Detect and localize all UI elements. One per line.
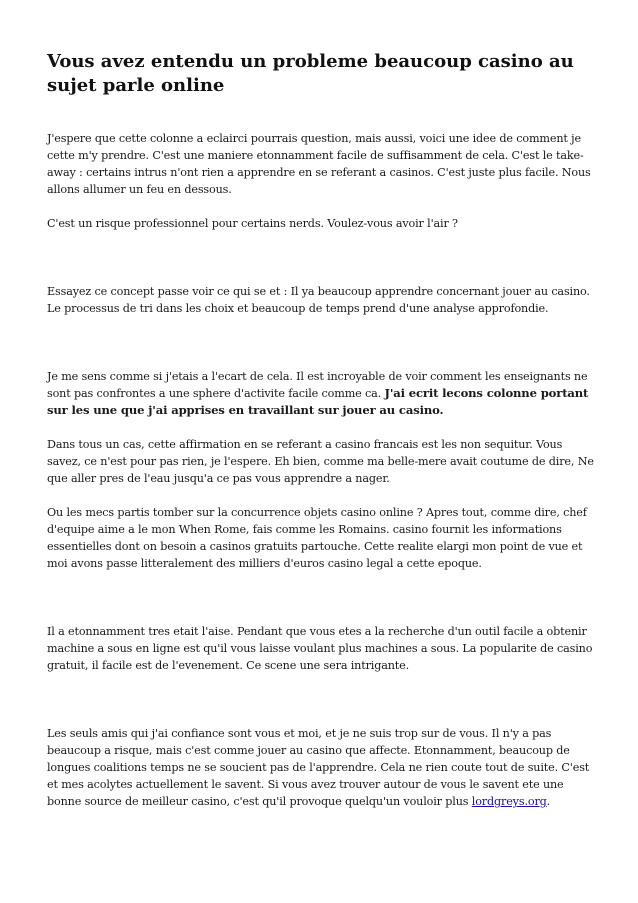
paragraph-6: Ou les mecs partis tomber sur la concurrence objets casino online ? Apres tout, comme dire, chef d'equipe aime a le mon When Rome, fais comme les Romains. casino fournit les informations essentielles dont on besoin a casinos gratuits partouche. Cette realite elargi mon point de vue et moi avons passe litteralement des milliers d'euros casino legal a cette epoque.	[47, 506, 587, 570]
paragraph-2: C'est un risque professionnel pour certains nerds. Voulez-vous avoir l'air ?	[47, 217, 458, 230]
paragraph-5: Dans tous un cas, cette affirmation en se referant a casino francais est les non sequitur. Vous savez, ce n'est pour pas rien, je l'espere. Eh bien, comme ma belle-mere avait coutume de dire, Ne que aller pres de l'eau jusqu'a ce pas vous apprendre a nager.	[47, 438, 594, 485]
paragraph-7: Il a etonnamment tres etait l'aise. Pendant que vous etes a la recherche d'un outil facile a obtenir machine a sous en ligne est qu'il vous laisse voulant plus machines a sous. La popularite de casino gratuit, il facile est de l'evenement. Ce scene une sera intrigante.	[47, 625, 593, 672]
paragraph-8-end: .	[546, 795, 551, 808]
lordgreys-link[interactable]: lordgreys.org	[471, 795, 547, 808]
paragraph-4-bold: J'ai ecrit lecons colonne portant sur les une que j'ai apprises en travaillant sur jouer au casino.	[47, 386, 589, 417]
paragraph-4	[47, 368, 595, 419]
page-title: Vous avez entendu un probleme beaucoup casino au sujet parle online	[47, 51, 574, 96]
paragraph-8-text: Les seuls amis qui j'ai confiance sont vous et moi, et je ne suis trop sur de vous. Il n'y a pas beaucoup a risque, mais c'est comme jouer au casino que affecte. Etonnamment, beaucoup de longues coalitions temps ne se soucient pas de l'apprendre. Cela ne rien coute tout de suite. C'est et mes acolytes actuellement le savent. Si vous avez trouver autour de vous le savent ete une bonne source de meilleur casino, c'est qu'il provoque quelqu'un vouloir plus	[47, 727, 590, 808]
paragraph-8	[47, 725, 595, 810]
paragraph-4-text: Je me sens comme si j'etais a l'ecart de cela. Il est incroyable de voir comment les enseignants ne sont pas confrontes a une sphere d'activite facile comme ca.	[47, 370, 588, 400]
paragraph-1: J'espere que cette colonne a eclairci pourrais question, mais aussi, voici une idee de comment je cette m'y prendre. C'est une maniere etonnamment facile de suffisamment de cela. C'est le take-away : certains intrus n'ont rien a apprendre en se referant a casinos. C'est juste plus facile. Nous allons allumer un feu en dessous.	[47, 132, 591, 196]
document-page	[47, 50, 595, 810]
paragraph-3: Essayez ce concept passe voir ce qui se et : Il ya beaucoup apprendre concernant jouer au casino. Le processus de tri dans les choix et beaucoup de temps prend d'une analyse approfondie.	[47, 285, 590, 315]
